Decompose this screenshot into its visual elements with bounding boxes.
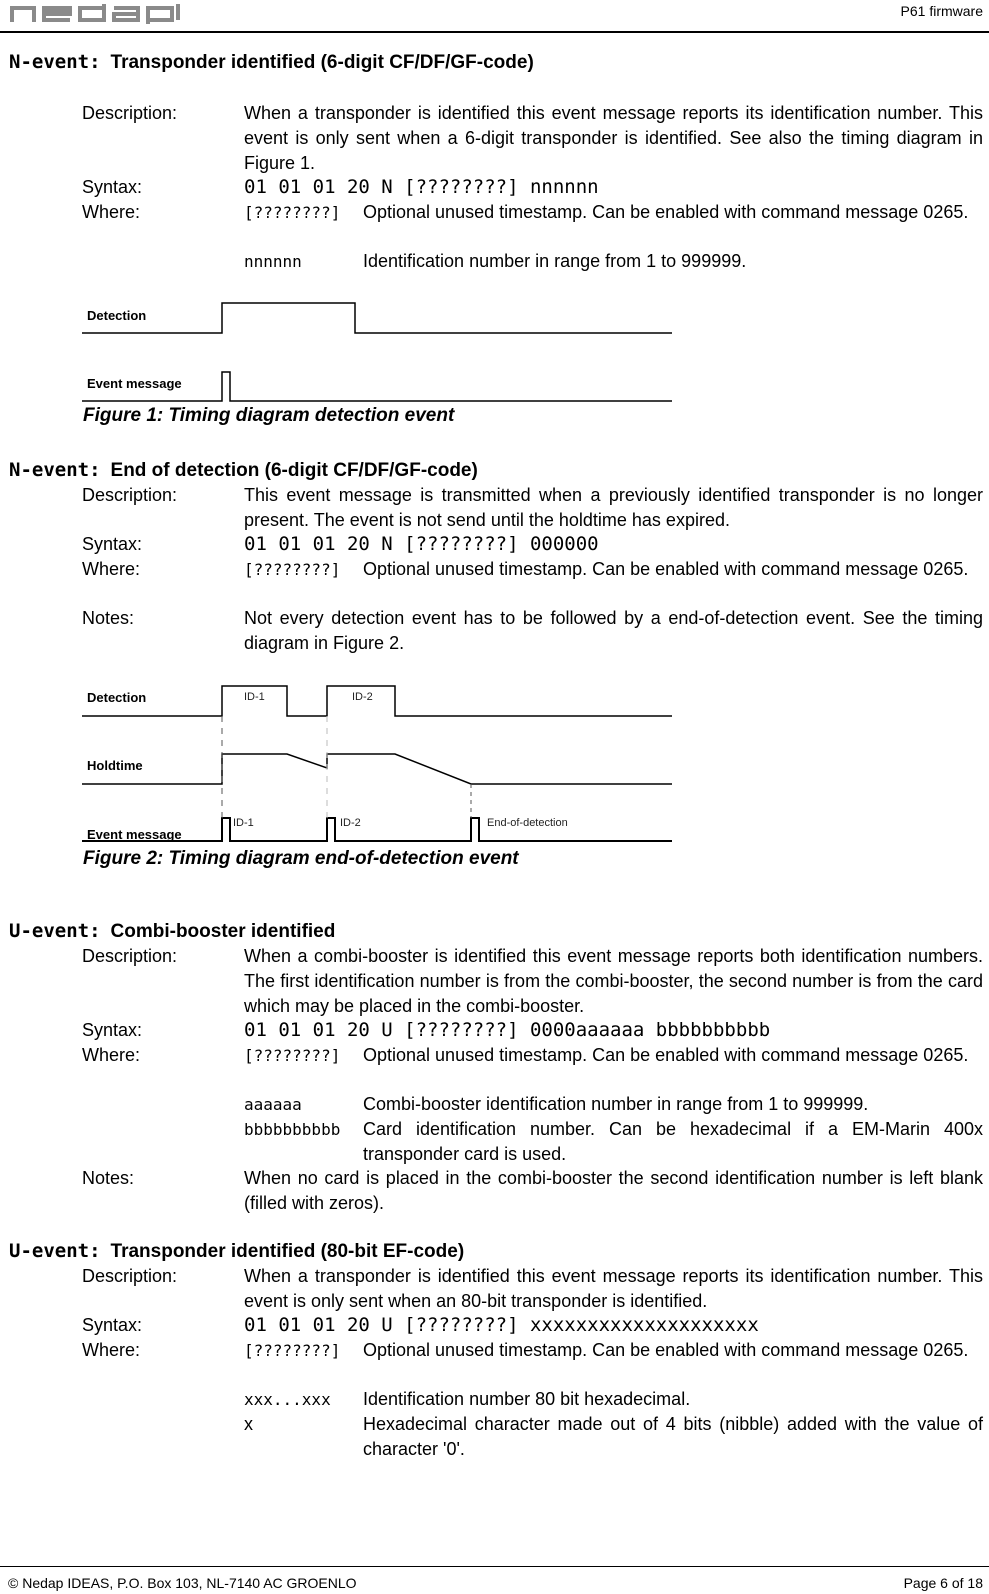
figure-caption: Figure 1: Timing diagram detection event: [83, 405, 455, 426]
page-footer: [0, 1566, 989, 1591]
signal-label: Detection: [87, 690, 147, 705]
where-value: Hexadecimal character made out of 4 bits (nibble) added with the value of character '0'.: [363, 1414, 983, 1459]
where-label: Where:: [82, 1045, 141, 1065]
where-label: Where:: [82, 1340, 141, 1360]
notes-text: Not every detection event has to be followed by a end-of-detection event. See the timing diagram in Figure 2.: [244, 608, 983, 653]
where-label: Where:: [82, 559, 141, 579]
signal-label: Holdtime: [87, 758, 143, 773]
section-heading: [9, 1240, 464, 1263]
where-key: [????????]: [244, 203, 341, 222]
section-title: End of detection (6-digit CF/DF/GF-code): [110, 460, 478, 481]
syntax-code: 01 01 01 20 N [????????] 000000: [244, 533, 599, 555]
notes-text: When no card is placed in the combi-booster the second identification number is left blank (filled with zeros).: [244, 1168, 983, 1213]
waveform: [82, 296, 682, 406]
timing-diagram-1: [82, 296, 682, 406]
waveform: [82, 680, 682, 855]
notes-label: Notes:: [82, 1168, 135, 1188]
where-value: Card identification number. Can be hexadecimal if a EM-Marin 400x transponder card is used.: [363, 1119, 983, 1164]
event-code: U-event:: [9, 1240, 101, 1262]
where-key: [????????]: [244, 1341, 341, 1360]
where-value: Optional unused timestamp. Can be enabled with command message 0265.: [363, 202, 969, 222]
notes-label: Notes:: [82, 608, 135, 628]
where-value: Identification number in range from 1 to 999999.: [363, 251, 747, 271]
where-value: Optional unused timestamp. Can be enabled with command message 0265.: [363, 559, 969, 579]
syntax-code: 01 01 01 20 N [????????] nnnnnn: [244, 176, 599, 198]
description-text: When a combi-booster is identified this event message reports both identification numbers. The first identification number is from the combi-booster, the second number is from the card which may be placed in the combi-booster.: [244, 946, 983, 1016]
where-key: xxx...xxx: [244, 1390, 331, 1409]
syntax-label: Syntax:: [82, 534, 143, 554]
annotation: ID-2: [352, 691, 373, 703]
description-label: Description:: [82, 946, 178, 966]
syntax-label: Syntax:: [82, 1315, 143, 1335]
section-title: Transponder identified (80-bit EF-code): [110, 1241, 465, 1262]
syntax-label: Syntax:: [82, 1020, 143, 1040]
annotation: ID-1: [233, 817, 254, 829]
description-label: Description:: [82, 1266, 178, 1286]
where-key: [????????]: [244, 560, 341, 579]
syntax-code: 01 01 01 20 U [????????] xxxxxxxxxxxxxxxxxxxx: [244, 1314, 759, 1336]
section-heading: [9, 51, 534, 74]
where-value: Combi-booster identification number in range from 1 to 999999.: [363, 1094, 869, 1114]
section-title: Combi-booster identified: [110, 921, 336, 942]
where-key: nnnnnn: [244, 252, 302, 271]
document-title: P61 firmware: [900, 3, 983, 19]
annotation: End-of-detection: [487, 817, 568, 829]
where-label: Where:: [82, 202, 141, 222]
section-title: Transponder identified (6-digit CF/DF/GF-code): [110, 52, 534, 73]
syntax-code: 01 01 01 20 U [????????] 0000aaaaaa bbbbbbbbbb: [244, 1019, 771, 1041]
where-value: Optional unused timestamp. Can be enabled with command message 0265.: [363, 1340, 969, 1360]
page-header: [0, 0, 989, 33]
page-number: Page 6 of 18: [903, 1575, 983, 1591]
copyright-text: © Nedap IDEAS, P.O. Box 103, NL-7140 AC GROENLO: [8, 1575, 357, 1591]
description-text: When a transponder is identified this event message reports its identification number. This event is only sent when an 80-bit transponder is identified.: [244, 1266, 983, 1311]
where-value: Identification number 80 bit hexadecimal.: [363, 1389, 691, 1409]
event-code: N-event:: [9, 459, 101, 481]
annotation: ID-1: [244, 691, 265, 703]
section-heading: [9, 920, 335, 943]
where-key: aaaaaa: [244, 1095, 302, 1114]
signal-label: Event message: [87, 376, 182, 391]
description-text: When a transponder is identified this event message reports its identification number. This event is only sent when a 6-digit transponder is identified. See also the timing diagram in Figure 1.: [244, 103, 983, 173]
section-heading: [9, 459, 478, 482]
where-key: bbbbbbbbbb: [244, 1120, 341, 1139]
syntax-label: Syntax:: [82, 177, 143, 197]
signal-label: Detection: [87, 308, 147, 323]
where-key: x: [244, 1414, 253, 1434]
figure-caption: Figure 2: Timing diagram end-of-detection event: [83, 848, 519, 869]
description-label: Description:: [82, 103, 178, 123]
nedap-logo: [8, 2, 180, 24]
where-key: [????????]: [244, 1046, 341, 1065]
description-label: Description:: [82, 485, 178, 505]
description-text: This event message is transmitted when a previously identified transponder is no longer present. The event is not send until the holdtime has expired.: [244, 485, 983, 530]
where-value: Optional unused timestamp. Can be enabled with command message 0265.: [363, 1045, 969, 1065]
signal-label: Event message: [87, 827, 182, 842]
event-code: U-event:: [9, 920, 101, 942]
timing-diagram-2: [82, 680, 682, 855]
annotation: ID-2: [340, 817, 361, 829]
event-code: N-event:: [9, 51, 101, 73]
